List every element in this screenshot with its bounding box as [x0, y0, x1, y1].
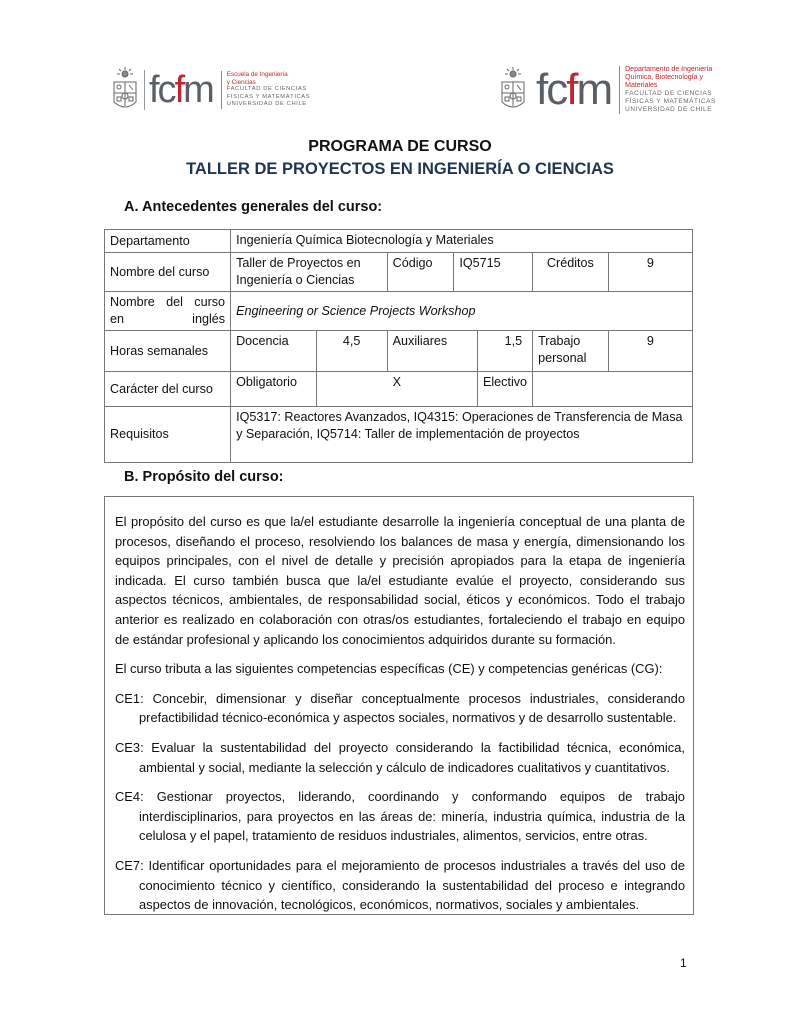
value-obligatorio: X: [316, 372, 477, 407]
fcfm-wordmark: [144, 70, 219, 110]
label-obligatorio: Obligatorio: [231, 372, 317, 407]
table-row-horas: [105, 331, 693, 372]
competency-text: Gestionar proyectos, liderando, coordinando y conformando equipos de trabajo interdisciplinarios, para proyectos en las áreas de: minería, industria química, industria de la celulosa y el papel, tratamiento de residuos industriales, alimentos, servicios, entre otras.: [139, 789, 685, 844]
competency-code: CE3:: [115, 739, 144, 755]
value-nombre-ingles: Engineering or Science Projects Workshop: [231, 292, 693, 331]
table-row-departamento: [105, 230, 693, 253]
table-row-nombre-ingles: [105, 292, 693, 331]
logo-caption: [619, 66, 716, 114]
competency-code: CE4:: [115, 789, 144, 805]
competency-code: CE1:: [115, 690, 144, 706]
value-trabajo-personal: 9: [608, 331, 692, 372]
table-row-nombre: [105, 253, 693, 292]
label-requisitos: Requisitos: [105, 407, 231, 463]
value-nombre: Taller de Proyectos en Ingeniería o Ciencias: [231, 253, 388, 292]
competency-text: Identificar oportunidades para el mejoramiento de procesos industriales a través del uso de conocimiento técnico y científico, considerando la sustentabilidad del proceso e integrando aspectos de innovación, tecnológicos, económicos, normativos, sociales y ambientales.: [139, 857, 685, 913]
logo-caption-line: Escuela de Ingeniería: [226, 71, 288, 79]
table-row-requisitos: [105, 407, 693, 463]
logo-caption-line: FACULTAD DE CIENCIAS: [226, 86, 307, 93]
fcfm-wordmark: [532, 65, 617, 114]
table-row-caracter: [105, 372, 693, 407]
logo-departamento: [498, 66, 716, 114]
logo-caption-line: FÍSICAS Y MATEMÁTICAS: [625, 98, 716, 105]
logo-caption-line: Materiales: [625, 82, 658, 89]
wordmark-part: m: [576, 65, 612, 114]
wordmark-accent: f: [174, 69, 184, 111]
value-creditos: 9: [608, 253, 692, 292]
competency-code: CE7:: [115, 857, 144, 873]
competency-item: [115, 856, 685, 915]
logo-escuela-ingenieria: [110, 66, 310, 114]
logo-caption-line: Química, Biotecnología y: [625, 74, 703, 81]
section-a-heading: A. Antecedentes generales del curso:: [124, 199, 383, 215]
section-b-heading: B. Propósito del curso:: [124, 469, 284, 485]
purpose-box: [104, 496, 694, 915]
label-nombre: Nombre del curso: [105, 253, 231, 292]
label-docencia: Docencia: [231, 331, 317, 372]
logo-caption-line: FÍSICAS Y MATEMÁTICAS: [226, 93, 311, 100]
competency-text: Concebir, dimensionar y diseñar conceptualmente procesos industriales, considerando prefactibilidad técnico-económica y aspectos sociales, normativos y de desarrollo sustentable.: [139, 690, 685, 726]
logo-caption-line: FACULTAD DE CIENCIAS: [625, 90, 713, 97]
label-creditos: Créditos: [533, 253, 609, 292]
value-auxiliares: 1,5: [477, 331, 532, 372]
logo-caption-line: y Ciencias: [226, 78, 256, 86]
label-trabajo-personal: Trabajo personal: [533, 331, 609, 372]
university-crest-icon: [110, 66, 140, 114]
value-codigo: IQ5715: [454, 253, 533, 292]
label-electivo: Electivo: [477, 372, 532, 407]
wordmark-accent: f: [566, 65, 577, 114]
logo-caption-line: Departamento de Ingeniería: [625, 66, 713, 73]
value-docencia: 4,5: [316, 331, 387, 372]
label-departamento: Departamento: [105, 230, 231, 253]
value-electivo: [533, 372, 693, 407]
competency-item: [115, 689, 685, 728]
course-title: TALLER DE PROYECTOS EN INGENIERÍA O CIENCIAS: [186, 160, 614, 178]
logo-caption-line: UNIVERSIDAD DE CHILE: [226, 101, 307, 108]
competencies-intro: El curso tributa a las siguientes competencias específicas (CE) y competencias genéricas (CG):: [115, 661, 663, 677]
competency-text: Evaluar la sustentabilidad del proyecto considerando la factibilidad técnica, económica, ambiental y social, mediante la selección y cálculo de indicadores cualitativos y cuantitativos.: [139, 739, 685, 775]
purpose-paragraph: El propósito del curso es que la/el estudiante desarrolle la ingeniería conceptual de una planta de procesos, diseñando el proceso, resolviendo los balances de masa y energía, dimensionando los equipos principales, con el nivel de detalle y precisión apropiados para la etapa de ingeniería indicada. El curso también busca que la/el estudiante evalúe el proyecto, considerando sus aspectos técnicos, ambientales, de responsabilidad social, éticos y económicos. Todo el trabajo anterior es realizado en colaboración con otras/os estudiantes, fortaleciendo el trabajo en equipo de estándar profesional y aplicando los conocimientos adquiridos durante su formación.: [115, 514, 685, 647]
label-horas: Horas semanales: [105, 331, 231, 372]
logo-caption: [221, 71, 310, 108]
wordmark-part: m: [183, 69, 213, 111]
wordmark-part: fc: [536, 65, 567, 114]
label-nombre-ingles: Nombre del curso en inglés: [105, 292, 231, 331]
competency-item: [115, 787, 685, 846]
value-departamento: Ingeniería Química Biotecnología y Materiales: [231, 230, 693, 253]
value-requisitos: IQ5317: Reactores Avanzados, IQ4315: Operaciones de Transferencia de Masa y Separación, IQ5714: Taller de implementación de proyectos: [231, 407, 693, 463]
competency-item: [115, 738, 685, 777]
label-caracter: Carácter del curso: [105, 372, 231, 407]
page-number: 1: [680, 956, 687, 970]
course-info-table: [104, 229, 693, 463]
document-title: PROGRAMA DE CURSO: [308, 138, 492, 155]
logo-caption-line: UNIVERSIDAD DE CHILE: [625, 106, 713, 113]
label-codigo: Código: [387, 253, 454, 292]
university-crest-icon: [498, 66, 528, 114]
label-auxiliares: Auxiliares: [387, 331, 477, 372]
wordmark-part: fc: [149, 69, 175, 111]
